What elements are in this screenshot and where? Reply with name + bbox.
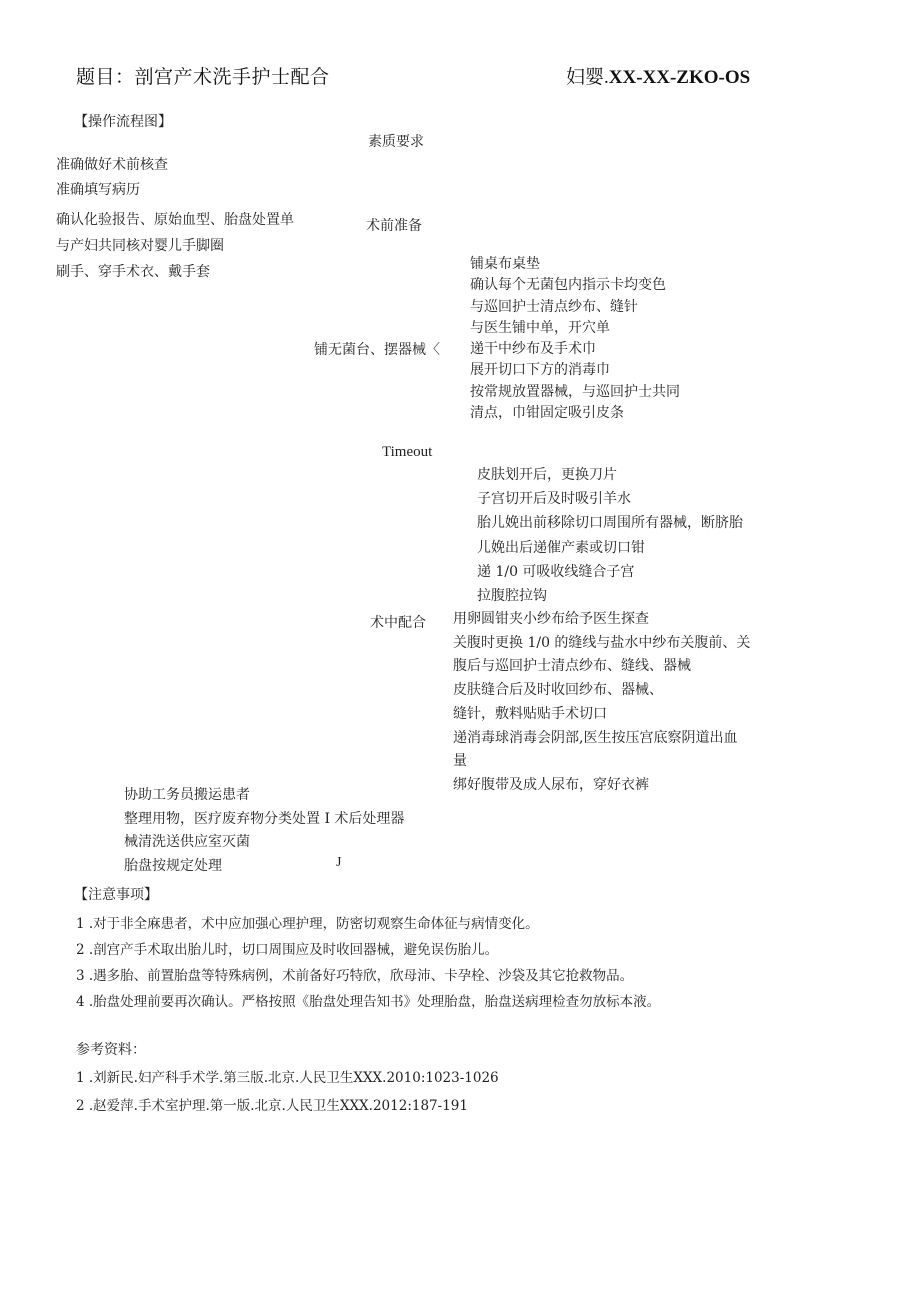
document-code (566, 62, 750, 89)
list-item: 清点，巾钳固定吸引皮条 (470, 405, 624, 422)
list-item: 皮肤划开后，更换刀片 (477, 467, 617, 483)
list-item: 绑好腹带及成人尿布，穿好衣裤 (453, 776, 649, 793)
table-setup-items (470, 254, 680, 424)
list-item: 关腹时更换 1/0 的缝线与盐水中纱布关腹前、关 (453, 634, 751, 651)
document-code-value: XX-XX-ZKO-OS (608, 67, 751, 88)
list-item: 子宫切开后及时吸引羊水 (477, 491, 631, 508)
list-item: 械清洗送供应室灭菌 (124, 834, 250, 850)
list-item: 胎盘按规定处理 (124, 857, 222, 874)
list-item: 2 .赵爱萍.手术室护理.第一版.北京.人民卫生XXX.2012:187-191 (76, 1098, 468, 1114)
list-item: 腹后与巡回护士清点纱布、缝线、器械 (453, 658, 691, 675)
list-item: 按常规放置器械，与巡回护士共同 (470, 383, 680, 400)
list-item: 准确填写病历 (56, 182, 140, 198)
document-code-prefix: 妇婴. (566, 67, 609, 88)
list-item: 用卵圆钳夹小纱布给予医生探查 (453, 611, 649, 627)
notes-heading: 【注意事项】 (74, 887, 158, 903)
list-item: 准确做好术前核查 (56, 157, 168, 173)
list-item: 胎儿娩出前移除切口周围所有器械，断脐胎 (477, 515, 743, 532)
list-item: 与巡回护士清点纱布、缝针 (470, 298, 638, 315)
list-item: 与医生铺中单，开穴单 (470, 319, 610, 336)
quality-items (56, 153, 168, 203)
list-item: 缝针，敷料贴贴手术切口 (453, 705, 607, 722)
list-item: 递消毒球消毒会阴部,医生按压宫底察阴道出血 (453, 729, 738, 746)
list-item: 拉腹腔拉钩 (477, 588, 547, 605)
list-item: 确认每个无菌包内指示卡均变色 (470, 277, 666, 294)
list-item: 刷手、穿手术衣、戴手套 (56, 264, 210, 280)
list-item: 1 .对于非全麻患者，术中应加强心理护理，防密切观察生命体征与病情变化。 (76, 916, 539, 932)
stage-preop: 术前准备 (366, 218, 422, 234)
intraop-items-a (477, 463, 743, 608)
stage-timeout: Timeout (382, 444, 433, 460)
list-item: 协助工务员搬运患者 (124, 787, 250, 803)
list-item: 量 (453, 753, 467, 770)
list-item: 1 .刘新民.妇产科手术学.第三版.北京.人民卫生XXX.2010:1023-1026 (76, 1070, 499, 1086)
list-item: 整理用物，医疗废弃物分类处置 I 术后处理器 (124, 810, 405, 827)
list-item: 皮肤缝合后及时收回纱布、器械、 (453, 682, 663, 699)
references-heading: 参考资料： (76, 1042, 146, 1058)
flowchart-heading: 【操作流程图】 (74, 114, 172, 130)
stage-intraop: 术中配合 (370, 615, 426, 631)
preop-items (56, 207, 294, 285)
intraop-items-b (453, 608, 750, 798)
list-item: 递 1/0 可吸收线缝合子宫 (477, 563, 635, 580)
list-item: 递干中纱布及手术巾 (470, 341, 596, 358)
list-item: 2 .剖宫产手术取出胎儿时，切口周围应及时收回器械，避免误伤胎儿。 (76, 942, 499, 958)
document-title: 题目：剖宫产术洗手护士配合 (76, 66, 330, 88)
stage-table-setup: 铺无菌台、摆器械〈 (314, 342, 440, 358)
list-item: 铺桌布桌垫 (470, 256, 540, 272)
list-item: 展开切口下方的消毒巾 (470, 362, 610, 379)
list-item: 儿娩出后递催产素或切口钳 (477, 539, 645, 556)
notes-list (76, 911, 660, 1015)
references-list (76, 1064, 499, 1120)
postop-items (124, 784, 404, 878)
list-item: 与产妇共同核对婴儿手脚圈 (56, 238, 224, 254)
stage-quality: 素质要求 (368, 134, 424, 150)
list-item: 4 .胎盘处理前要再次确认。严格按照《胎盘处理告知书》处理胎盘，胎盘送病理检查勿放标本液。 (76, 994, 661, 1010)
postop-bracket: J (336, 855, 342, 870)
list-item: 3 .遇多胎、前置胎盘等特殊病例，术前备好巧特欣，欣母沛、卡孕栓、沙袋及其它抢救物品。 (76, 968, 634, 984)
list-item: 确认化验报告、原始血型、胎盘处置单 (56, 212, 294, 228)
